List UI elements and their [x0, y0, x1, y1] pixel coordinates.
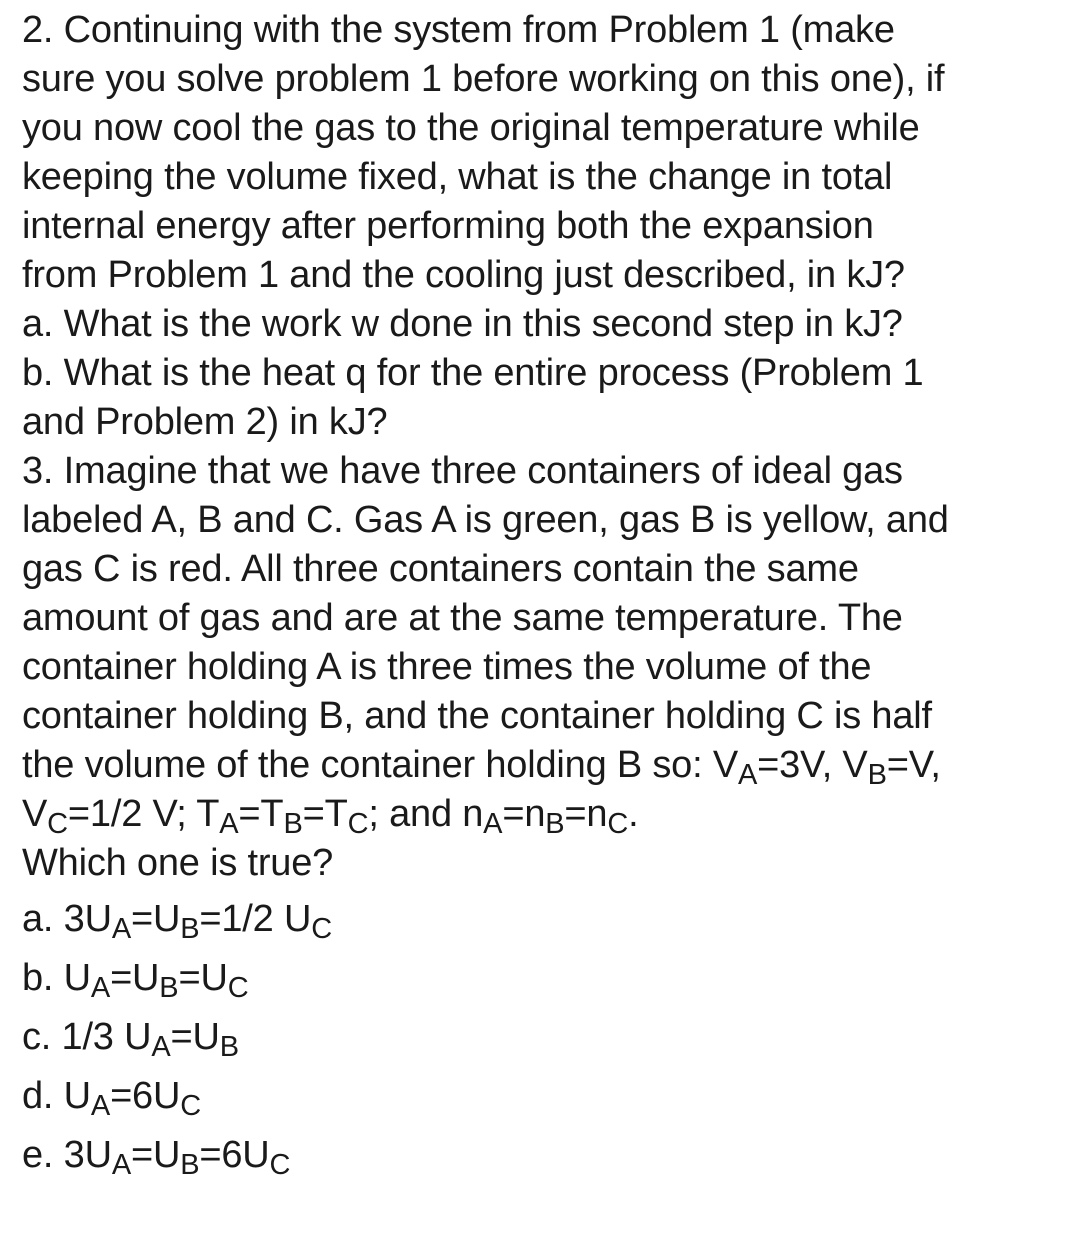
- problem-2-part-b: b. What is the heat q for the entire process (Problem 1: [22, 352, 924, 394]
- state-relations-line: $V_C=1/2$ V; $T_A=T_B=T_C$; and $n_A=n_B=n_C$.: [22, 793, 639, 840]
- problem-3: [22, 447, 1072, 1185]
- problem-3-line: labeled A, B and C. Gas A is green, gas B is yellow, and: [22, 499, 949, 541]
- problem-2-part-a: a. What is the work w done in this second step in kJ?: [22, 303, 903, 345]
- answer-option-a: a. $3U_A=U_B=1/2$ $U_C$: [22, 898, 332, 945]
- problem-2-line: 2. Continuing with the system from Problem 1 (make: [22, 9, 895, 51]
- problem-2-part-b: and Problem 2) in kJ?: [22, 401, 388, 443]
- problem-2-line: you now cool the gas to the original temperature while: [22, 107, 920, 149]
- problem-3-line: gas C is red. All three containers contain the same: [22, 548, 859, 590]
- problem-3-line: amount of gas and are at the same temperature. The: [22, 597, 903, 639]
- problem-3-line: 3. Imagine that we have three containers of ideal gas: [22, 450, 903, 492]
- problem-2-line: internal energy after performing both the expansion: [22, 205, 874, 247]
- answer-option-c: c. 1/3 $U_A=U_B$: [22, 1016, 239, 1063]
- problem-2-line: keeping the volume fixed, what is the change in total: [22, 156, 893, 198]
- problem-3-line: container holding B, and the container holding C is half: [22, 695, 932, 737]
- answer-option-b: b. $U_A=U_B=U_C$: [22, 957, 249, 1004]
- answer-option-e: e. $3U_A=U_B=6U_C$: [22, 1134, 291, 1181]
- problem-3-line: container holding A is three times the volume of the: [22, 646, 872, 688]
- problem-2-line: from Problem 1 and the cooling just described, in kJ?: [22, 254, 905, 296]
- question-prompt: Which one is true?: [22, 842, 334, 884]
- volume-relation-line: the volume of the container holding B so: $V_A=3V$, $V_B=V$,: [22, 744, 941, 791]
- answer-option-d: d. $U_A=6U_C$: [22, 1075, 201, 1122]
- problem-2: [22, 6, 1072, 447]
- problem-2-line: sure you solve problem 1 before working on this one), if: [22, 58, 945, 100]
- document-page: [22, 6, 1072, 1185]
